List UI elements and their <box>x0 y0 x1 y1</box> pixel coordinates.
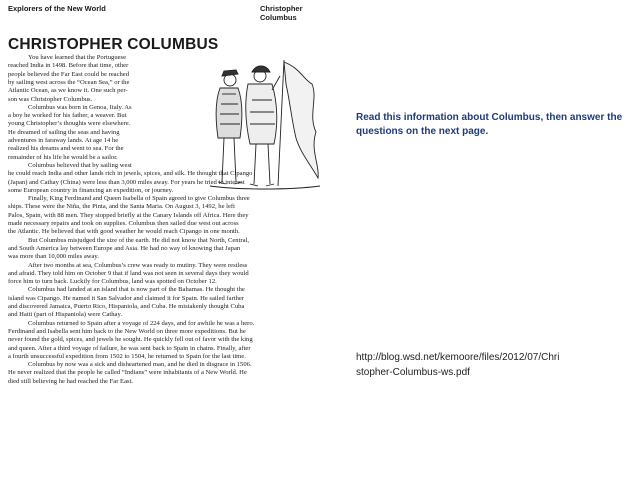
text-line: ships. These were the Niña, the Pinta, and the Santa Maria. On August 3, 1492, he left <box>8 203 235 211</box>
text-line: Columbus was born in Genoa, Italy. As <box>28 103 132 111</box>
text-line: realized his dreams and went to sea. For the <box>8 145 124 153</box>
text-line: island was Cipango. He named it San Salvador and claimed it for Spain. He sailed farther <box>8 294 245 302</box>
text-line: Ferdinand and Isabella sent him back to the New World on three more expeditions. But he <box>8 327 246 335</box>
text-line: Columbus believed that by sailing west <box>28 161 132 169</box>
text-line: people believed the Far East could be reached <box>8 70 130 78</box>
text-line: and afraid. They told him on October 9 that if land was not seen in several days they would <box>8 269 249 277</box>
text-line: (Japan) and Cathay (China) were less than 3,000 miles away. For years he tried to interest <box>8 178 245 186</box>
text-line: by sailing west across the “Ocean Sea,” or the <box>8 78 130 86</box>
text-line: young Christopher’s thoughts were elsewhere. <box>8 120 131 128</box>
columbus-illustration <box>200 54 328 194</box>
text-line: made necessary repairs and took on supplies. Columbus then sailed due west out across <box>8 220 239 227</box>
text-line: and South America lay between Europe and Asia. He had no way of knowing that Japan <box>8 244 241 252</box>
text-line: Columbus returned to Spain after a voyage of 224 days, and for awhile he was a hero. <box>28 319 255 327</box>
text-line: Columbus by now was a sick and disheartened man, and he died in disgrace in 1506. <box>28 361 252 369</box>
text-line: and Haiti (part of Hispaniola) were Cathay. <box>8 311 123 319</box>
text-line: died still believing he had reached the Far East. <box>8 377 134 385</box>
text-line: Columbus had landed at an island that is now part of the Bahamas. He thought the <box>28 286 245 294</box>
source-url-line-1[interactable]: http://blog.wsd.net/kemoore/files/2012/07/Chri <box>356 352 560 363</box>
text-line: But Columbus misjudged the size of the earth. He did not know that North, Central, <box>28 236 250 244</box>
text-line: Atlantic Ocean, as we know it. One such per- <box>8 87 128 95</box>
text-line: After two months at sea, Columbus’s crew was ready to mutiny. They were restless <box>28 261 248 269</box>
page-title: CHRISTOPHER COLUMBUS <box>8 36 219 53</box>
text-line: he could reach India and other lands rich in jewels, spices, and silk. He thought that Cipango <box>8 170 253 178</box>
text-line: and discovered Jamaica, Puerto Rico, Hispaniola, and Cuba. He mistakenly thought Cuba <box>8 303 245 310</box>
text-line: reached India in 1498. Before that time, other <box>8 62 129 70</box>
instruction-note: Read this information about Columbus, then answer the questions on the next page. <box>356 112 623 137</box>
source-url[interactable] <box>356 350 632 380</box>
text-line: was more than 10,000 miles away. <box>8 253 99 261</box>
text-line: force him to turn back. Luckily for Columbus, land was spotted on October 12. <box>8 278 217 286</box>
text-line: the Atlantic. He believed that with good weather he would reach Cipango in one month. <box>8 228 240 236</box>
text-line: You have learned that the Portuguese <box>28 54 127 61</box>
text-line: a fourth unsuccessful expedition from 1502 to 1504, he returned to Spain for the last time. <box>8 352 246 360</box>
header-left: Explorers of the New World <box>8 4 106 13</box>
text-line: Palos, Spain, with 88 men. They stopped briefly at the Canary Islands off Africa. Here they <box>8 211 249 219</box>
text-line: and queen. After a third voyage of failure, he was sent back to Spain in chains. Finally, after <box>8 344 251 352</box>
text-line: He never realized that the people he called “Indians” were inhabitants of a New World. He <box>8 369 247 377</box>
text-line: son was Christopher Columbus. <box>8 95 93 103</box>
text-line: He dreamed of sailing the seas and having <box>8 128 120 136</box>
text-line: adventures in faraway lands. At age 14 he <box>8 137 119 144</box>
text-line: some European country in financing an expedition, or journey. <box>8 186 174 194</box>
text-line: remainder of his life he would be a sailor. <box>8 153 118 161</box>
text-line: a boy he worked for his father, a weaver. But <box>8 112 127 120</box>
text-line: Finally, King Ferdinand and Queen Isabella of Spain agreed to give Columbus three <box>28 195 250 203</box>
header-right: Christopher Columbus <box>260 4 303 22</box>
source-url-line-2[interactable]: stopher-Columbus-ws.pdf <box>356 367 470 378</box>
text-line: never found the gold, spices, and jewels he sought. He quickly fell out of favor with the king <box>8 336 253 344</box>
